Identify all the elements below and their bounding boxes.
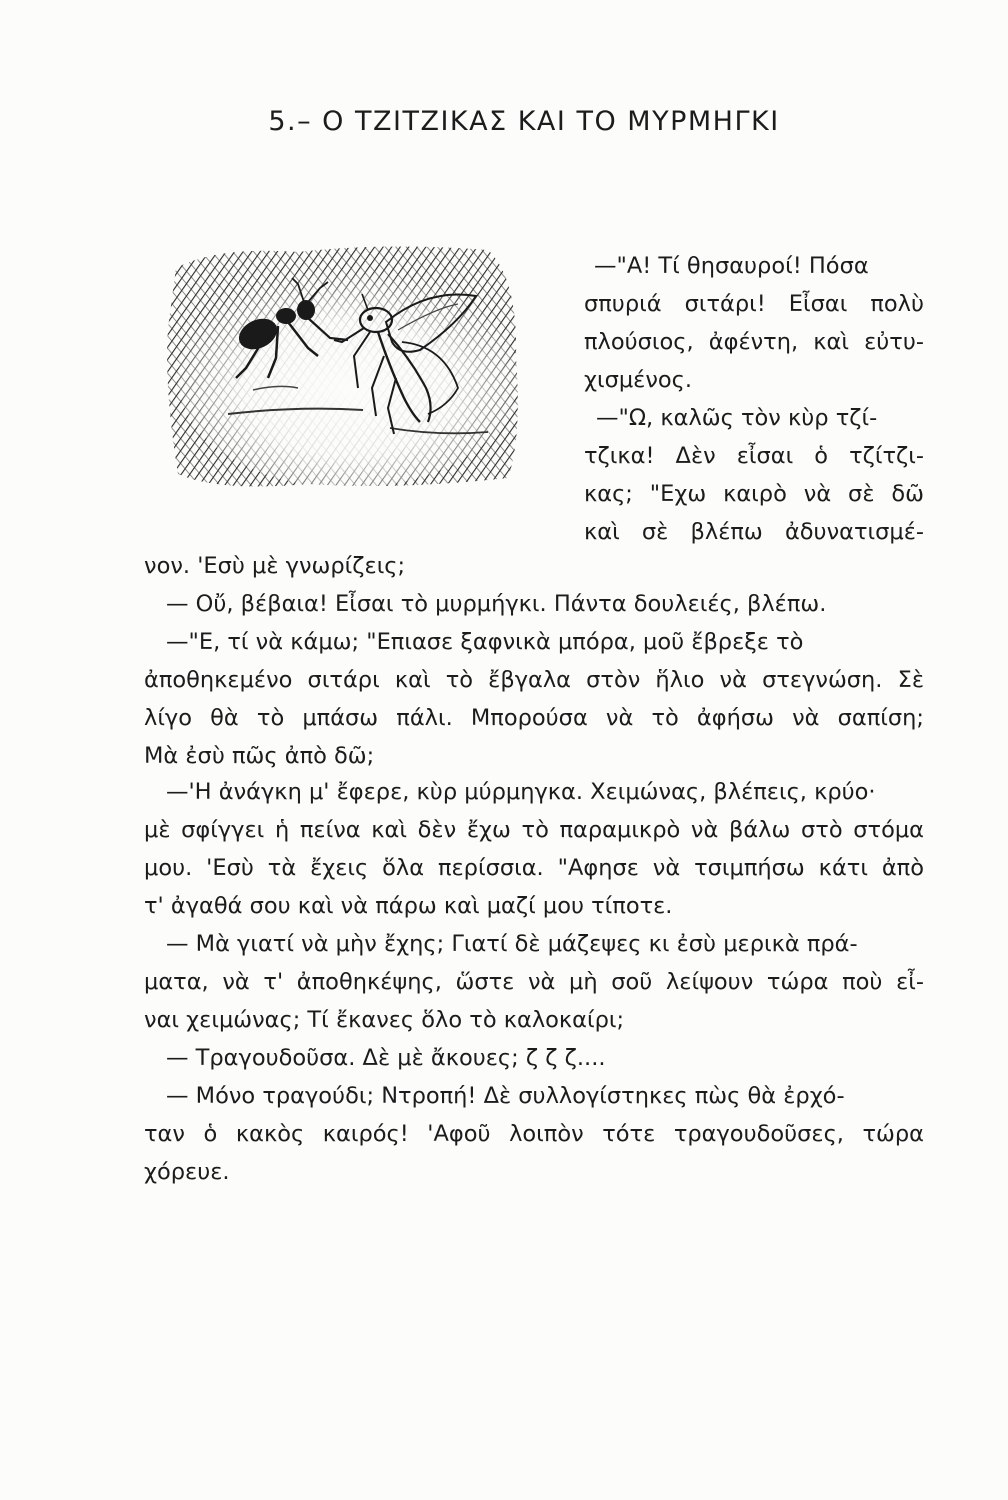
text-line: — Μὰ γιατί νὰ μὴν ἔχης; Γιατί δὲ μάζεψες κι ἐσὺ μερικὰ πρά- <box>166 931 858 957</box>
text-line: ἀποθηκεμένο σιτάρι καὶ τὸ ἔβγαλα στὸν ἥλιο νὰ στεγνώση. Σὲ <box>144 667 924 693</box>
text-line: —"Ε, τί νὰ κάμω; "Επιασε ξαφνικὰ μπόρα, μοῦ ἔβρεξε τὸ <box>166 629 804 655</box>
text-line: —"Ω, καλῶς τὸν κὺρ τζί- <box>596 405 878 431</box>
text-line: ναι χειμώνας; Τί ἔκανες ὅλο τὸ καλοκαίρι; <box>144 1007 625 1033</box>
text-line: πλούσιος, ἀφέντη, καὶ εὐτυ- <box>584 329 924 355</box>
text-line: σπυριά σιτάρι! Εἶσαι πολὺ <box>584 291 924 317</box>
text-line: — Οὔ, βέβαια! Εἶσαι τὸ μυρμήγκι. Πάντα δουλειές, βλέπω. <box>166 591 827 617</box>
text-line: χόρευε. <box>144 1159 230 1185</box>
text-line: μου. 'Εσὺ τὰ ἔχεις ὅλα περίσσια. "Αφησε νὰ τσιμπήσω κάτι ἀπὸ <box>144 855 924 881</box>
text-line: ματα, νὰ τ' ἀποθηκέψης, ὥστε νὰ μὴ σοῦ λείψουν τώρα ποὺ εἶ- <box>144 969 924 995</box>
text-line: — Τραγουδοῦσα. Δὲ μὲ ἄκουες; ζ ζ ζ.... <box>166 1045 606 1071</box>
text-line: — Μόνο τραγούδι; Ντροπή! Δὲ συλλογίστηκες πὼς θὰ ἐρχό- <box>166 1083 845 1109</box>
text-line: μὲ σφίγγει ἡ πείνα καὶ δὲν ἔχω τὸ παραμικρὸ νὰ βάλω στὸ στόμα <box>144 817 924 843</box>
text-line: —'Η ἀνάγκη μ' ἔφερε, κὺρ μύρμηγκα. Χειμώνας, βλέπεις, κρύο· <box>166 779 876 805</box>
chapter-title: 5.– Ο ΤΖΙΤΖΙΚΑΣ ΚΑΙ ΤΟ ΜΥΡΜΗΓΚΙ <box>268 106 780 137</box>
text-line: λίγο θὰ τὸ μπάσω πάλι. Μπορούσα νὰ τὸ ἀφήσω νὰ σαπίση; <box>144 705 924 731</box>
text-line: ταν ὁ κακὸς καιρός! 'Αφοῦ λοιπὸν τότε τραγουδοῦσες, τώρα <box>144 1121 924 1147</box>
text-line: τ' ἀγαθά σου καὶ νὰ πάρω καὶ μαζί μου τίποτε. <box>144 893 673 919</box>
text-line: νον. 'Εσὺ μὲ γνωρίζεις; <box>144 553 406 579</box>
text-line: τζικα! Δὲν εἶσαι ὁ τζίτζι- <box>584 443 924 469</box>
text-line: χισμένος. <box>584 367 693 393</box>
text-line: κας; "Εχω καιρὸ νὰ σὲ δῶ <box>584 481 924 507</box>
text-line: καὶ σὲ βλέπω ἀδυνατισμέ- <box>584 519 924 545</box>
text-line: —"Α! Τί θησαυροί! Πόσα <box>594 253 869 279</box>
ant-and-cicada-illustration-icon <box>158 238 530 494</box>
text-line: Μὰ ἐσὺ πῶς ἀπὸ δῶ; <box>144 743 375 769</box>
